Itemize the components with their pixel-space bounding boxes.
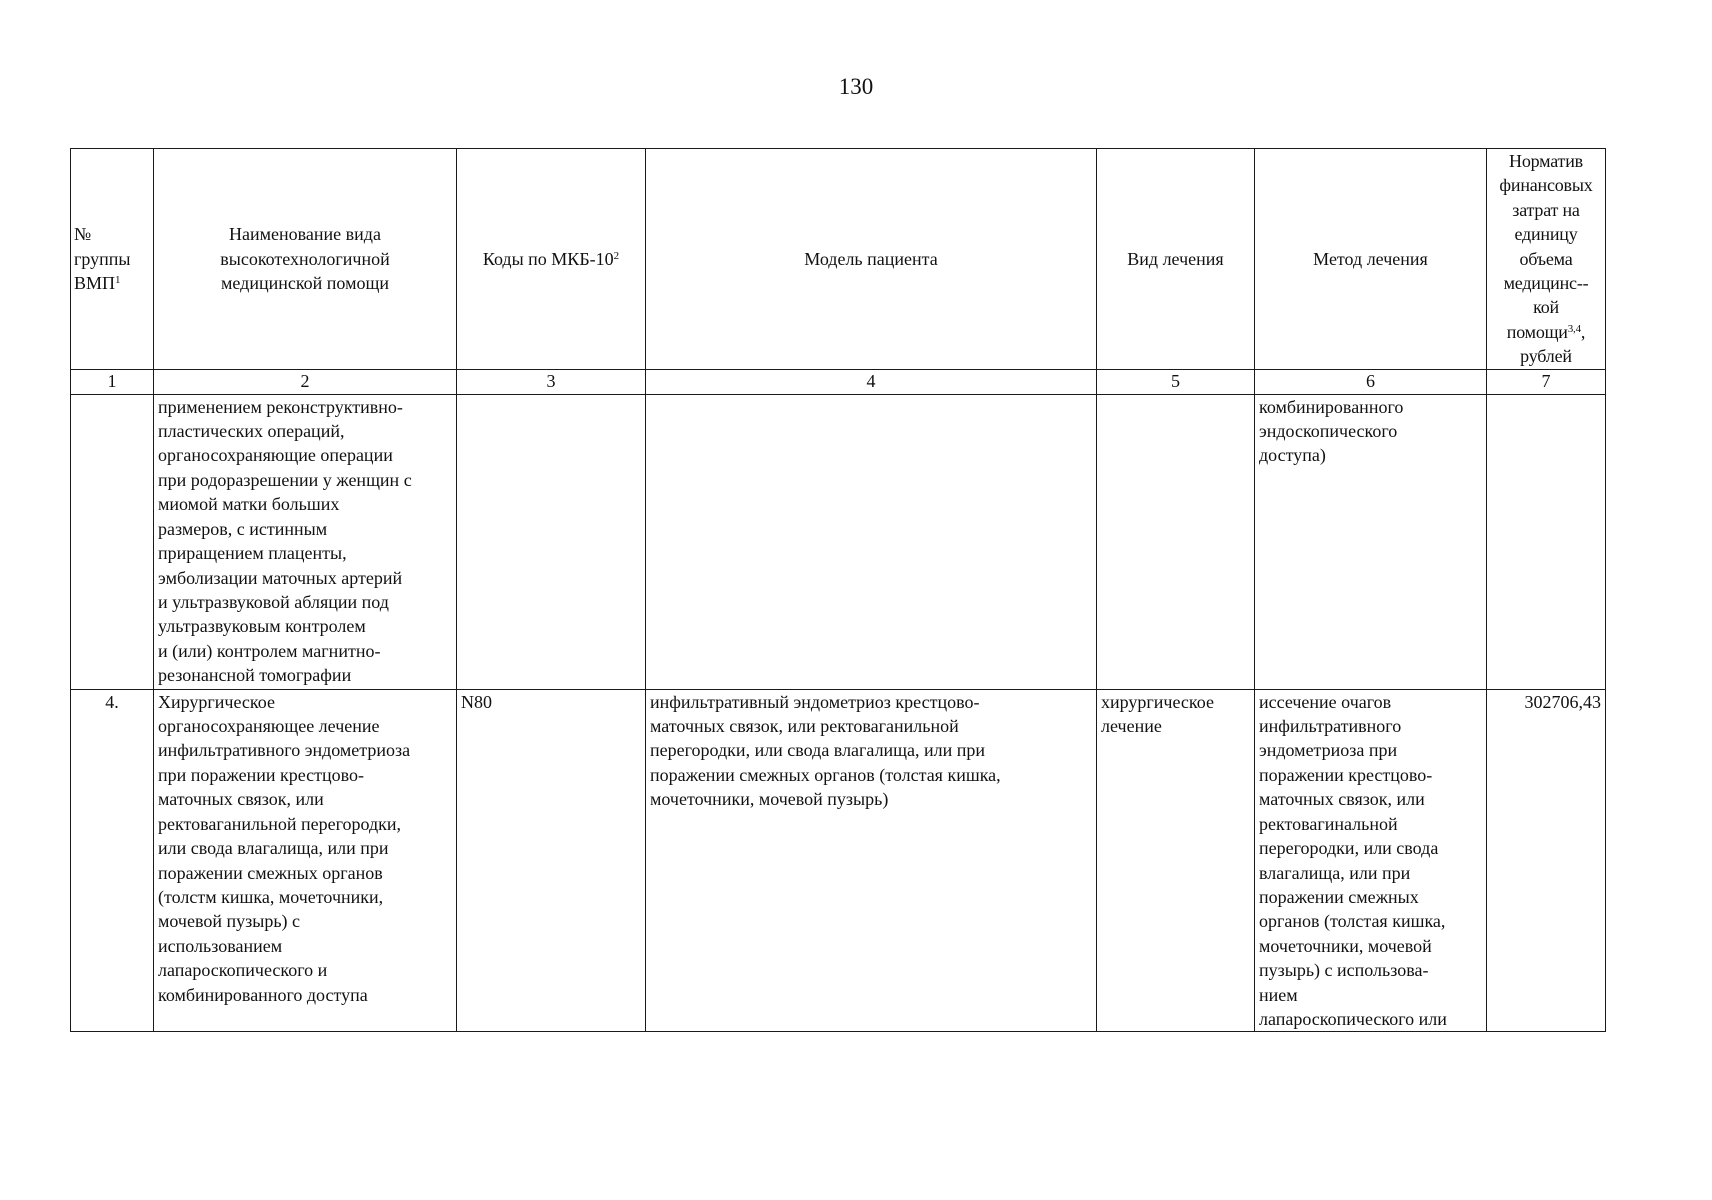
header-care-type-name: Наименование вида высокотехнологичной медицинской помощи	[154, 149, 457, 370]
cell-treatment-type: хирургическое лечение	[1097, 689, 1255, 1032]
cell-treatment-type	[1097, 394, 1255, 689]
header-treatment-method: Метод лечения	[1255, 149, 1487, 370]
table-row	[71, 394, 1606, 689]
cell-patient-model: инфильтративный эндометриоз крестцово- маточных связок, или ректоваганильной перегородки, или свода влагалища, или при поражении смежных органов (толстая кишка, мочеточники, мочевой пузырь)	[646, 689, 1097, 1032]
column-numbers-row	[71, 369, 1606, 394]
column-number: 5	[1097, 369, 1255, 394]
header-cost-standard: Норматив финансовых затрат на единицу объема медицинс-- кой помощи$^{3,4}$, рублей	[1487, 149, 1606, 370]
page-number: 130	[838, 74, 874, 99]
column-number: 1	[71, 369, 154, 394]
cell-cost-standard	[1487, 394, 1606, 689]
header-group-number: № группы ВМП$^1$	[71, 149, 154, 370]
column-number: 2	[154, 369, 457, 394]
cell-group-number: 4.	[71, 689, 154, 1032]
cell-group-number	[71, 394, 154, 689]
column-number: 4	[646, 369, 1097, 394]
cell-care-type-name: применением реконструктивно- пластических операций, органосохраняющие операции при родоразрешении у женщин с миомой матки больших размеров, с истинным приращением плаценты, эмболизации маточных артерий и ультразвуковой абляции под ультразвуковым контролем и (или) контролем магнитно- резонансной томографии	[154, 394, 457, 689]
header-treatment-type: Вид лечения	[1097, 149, 1255, 370]
cell-cost-standard: 302706,43	[1487, 689, 1606, 1032]
header-patient-model: Модель пациента	[646, 149, 1097, 370]
cell-care-type-name: Хирургическое органосохраняющее лечение инфильтративного эндометриоза при поражении крестцово- маточных связок, или ректоваганильной перегородки, или свода влагалища, или при поражении смежных органов (толстм кишка, мочеточники, мочевой пузырь) с использованием лапароскопического и комбинированного доступа	[154, 689, 457, 1032]
column-number: 7	[1487, 369, 1606, 394]
cell-patient-model	[646, 394, 1097, 689]
header-icd-codes: Коды по МКБ-$10^2$	[457, 149, 646, 370]
cell-icd-codes	[457, 394, 646, 689]
header-row	[71, 149, 1606, 370]
table-row	[71, 689, 1606, 1032]
vmp-table	[70, 148, 1606, 1032]
cell-icd-codes: N80	[457, 689, 646, 1032]
cell-treatment-method: иссечение очагов инфильтративного эндометриоза при поражении крестцово- маточных связок, или ректовагинальной перегородки, или свода влагалища, или при поражении смежных органов (толстая кишка, мочеточники, мочевой пузырь) с использова- нием лапароскопического или	[1255, 689, 1487, 1032]
cell-treatment-method: комбинированного эндоскопического доступа)	[1255, 394, 1487, 689]
column-number: 3	[457, 369, 646, 394]
column-number: 6	[1255, 369, 1487, 394]
